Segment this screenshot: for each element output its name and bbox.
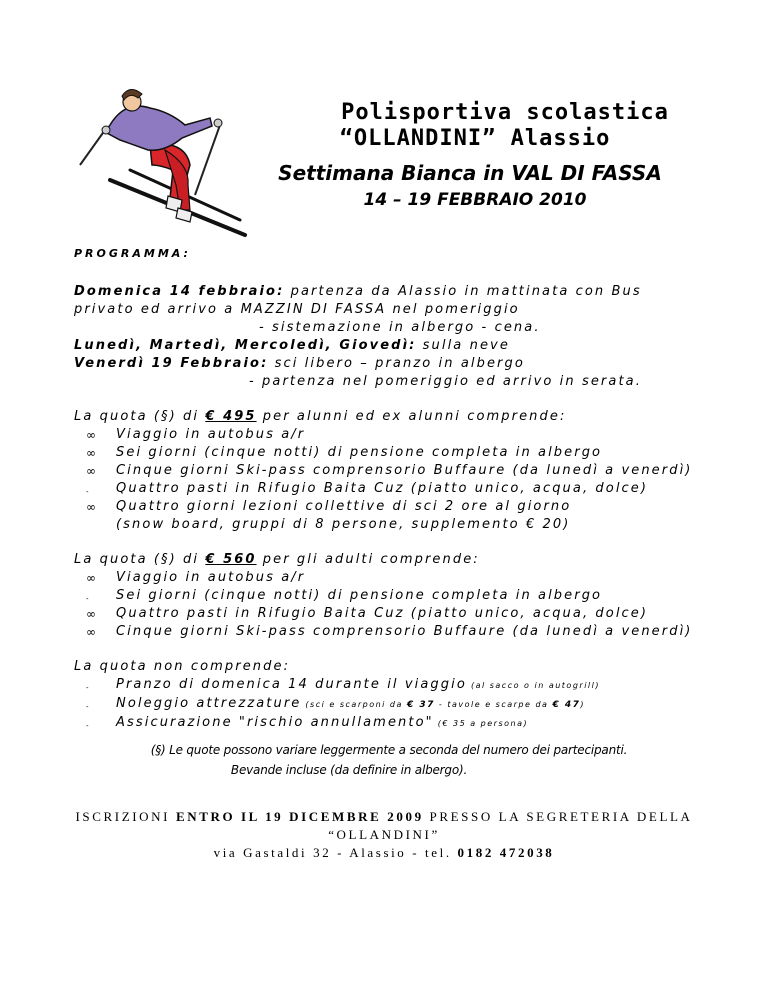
list-item: - Quattro pasti in Rifugio Baita Cuz (piatto unico, acqua, dolce)	[86, 481, 649, 496]
list-item: ∞ Sei giorni (cinque notti) di pensione completa in albergo	[86, 445, 603, 460]
students-price: € 495	[205, 409, 257, 424]
sunday-line: Domenica 14 febbraio: partenza da Alassio in mattinata con Bus	[74, 284, 642, 299]
weekdays-line: Lunedì, Martedì, Mercoledì, Giovedì: sulla neve	[74, 338, 510, 353]
list-item: ∞ Quattro pasti in Rifugio Baita Cuz (piatto unico, acqua, dolce)	[86, 606, 649, 621]
org-name-line1: Polisportiva scolastica	[341, 100, 669, 125]
org-name-line2: “OLLANDINI” Alassio	[339, 126, 611, 151]
list-item: - Assicurazione "rischio annullamento" (€ 35 a persona)	[86, 715, 529, 730]
excluded-list	[74, 676, 754, 733]
list-item: ∞ Quattro giorni lezioni collettive di sci 2 ore al giorno	[86, 499, 572, 514]
students-price-line: La quota (§) di € 495 per alunni ed ex alunni comprende:	[74, 409, 567, 424]
registration-footer	[0, 808, 768, 862]
adults-price: € 560	[205, 552, 257, 567]
list-item: ∞ Viaggio in autobus a/r	[86, 570, 306, 585]
list-item-extra: (snow board, gruppi di 8 persone, supplemento € 20)	[116, 517, 571, 532]
students-list	[74, 426, 754, 534]
excluded-heading: La quota non comprende:	[74, 659, 291, 674]
event-dates: 14 – 19 FEBBRAIO 2010	[363, 190, 587, 210]
list-item: - Noleggio attrezzature (sci e scarponi da € 37 - tavole e scarpe da € 47)	[86, 696, 586, 711]
adults-price-line: La quota (§) di € 560 per gli adulti comprende:	[74, 552, 480, 567]
list-item: ∞ Cinque giorni Ski-pass comprensorio Buffaure (da lunedì a venerdì)	[86, 624, 693, 639]
sunday-line3: - sistemazione in albergo - cena.	[259, 320, 541, 335]
price-notes	[0, 740, 768, 780]
friday-line2: - partenza nel pomeriggio ed arrivo in serata.	[249, 374, 642, 389]
event-title: Settimana Bianca in VAL DI FASSA	[278, 161, 662, 185]
footer-line3: via Gastaldi 32 - Alassio - tel. 0182 472038	[213, 845, 555, 860]
list-item: ∞ Cinque giorni Ski-pass comprensorio Buffaure (da lunedì a venerdì)	[86, 463, 693, 478]
phone-number: 0182 472038	[457, 845, 555, 860]
footer-line1: ISCRIZIONI ENTRO IL 19 DICEMBRE 2009 PRESSO LA SEGRETERIA DELLA	[75, 809, 693, 824]
friday-line: Venerdì 19 Febbraio: sci libero – pranzo in albergo	[74, 356, 525, 371]
sunday-line2: privato ed arrivo a MAZZIN DI FASSA nel pomeriggio	[74, 302, 520, 317]
program-heading: PROGRAMMA:	[74, 247, 191, 260]
header	[200, 100, 740, 212]
footer-line2: “OLLANDINI”	[328, 827, 440, 842]
adults-list	[74, 569, 754, 641]
note-line2: Bevande incluse (da definire in albergo).	[230, 763, 468, 777]
list-item: ∞ Viaggio in autobus a/r	[86, 427, 306, 442]
list-item: - Sei giorni (cinque notti) di pensione completa in albergo	[86, 588, 603, 603]
program-body	[74, 245, 754, 733]
list-item: - Pranzo di domenica 14 durante il viaggio (al sacco o in autogrill)	[86, 677, 600, 692]
note-line1: (§) Le quote possono variare leggermente a seconda del numero dei partecipanti.	[150, 743, 628, 757]
